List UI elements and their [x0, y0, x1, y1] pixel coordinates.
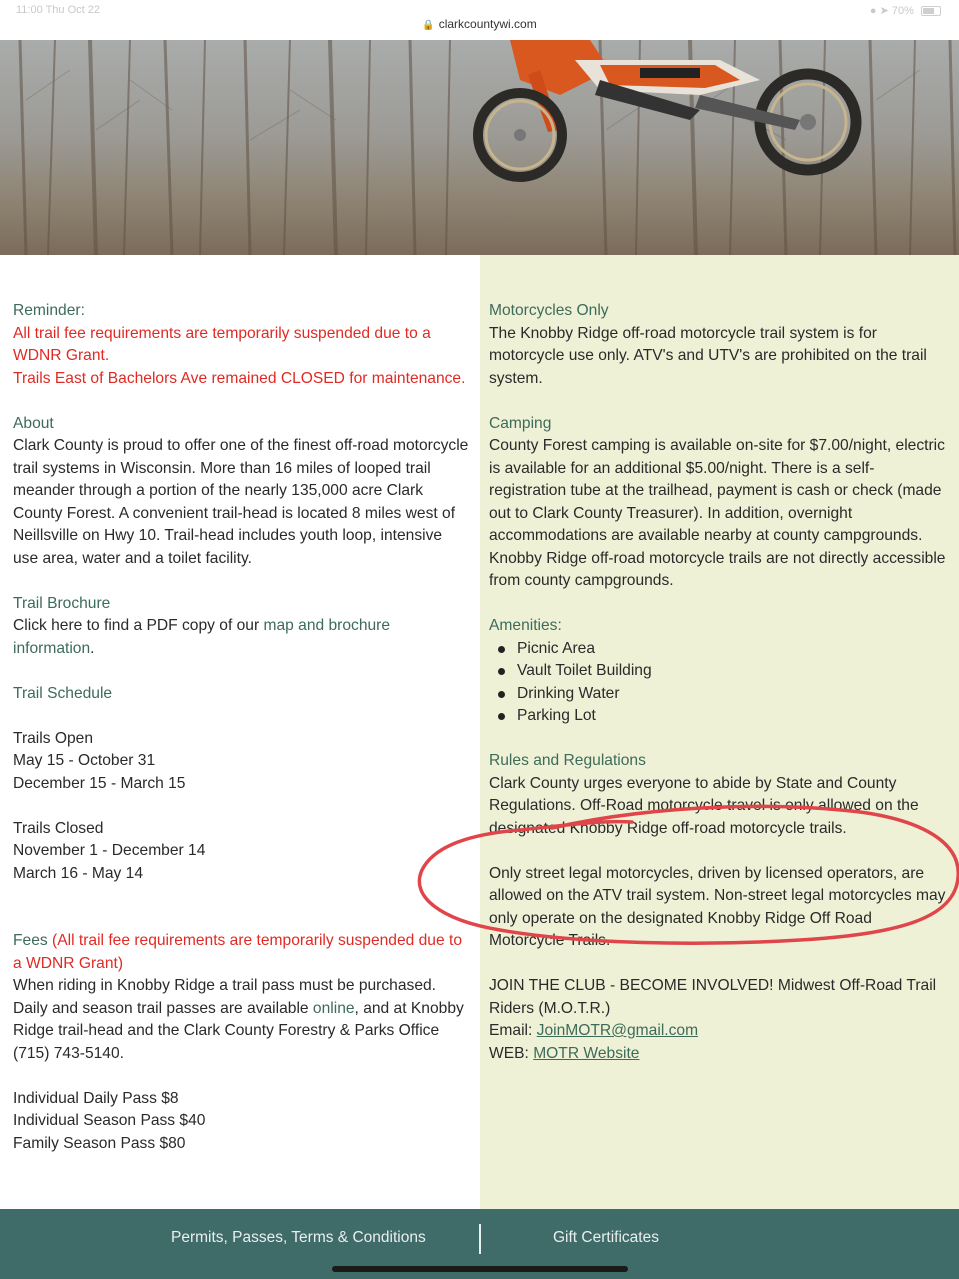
brochure-suffix: . — [90, 639, 95, 657]
hero-illustration — [0, 40, 959, 255]
fees-heading: Fees — [13, 932, 48, 949]
amenity-item: Drinking Water — [517, 683, 949, 706]
reminder-heading: Reminder: — [13, 302, 85, 319]
battery-percent: 70% — [891, 5, 914, 17]
email-link[interactable]: JoinMOTR@gmail.com — [536, 1022, 699, 1039]
brochure-heading: Trail Brochure — [13, 594, 111, 612]
amenities-list — [489, 638, 949, 728]
camping-text: County Forest camping is available on-site for $7.00/night, electric is available for an additional $5.00/night. There is a self-registration tube at the trailhead, payment is cash or check (made out to Clark County Treasurer). In addition, overnight accommodations are available nearby at county campgrounds. Knobby Ridge off-road motorcycle trails are not directly accessible from county campgrounds. — [489, 437, 946, 589]
home-indicator[interactable] — [332, 1266, 628, 1272]
gift-certificates-link[interactable]: Gift Certificates — [553, 1229, 659, 1246]
lock-icon: 🔒 — [422, 20, 435, 31]
about-text: Clark County is proud to offer one of the finest off-road motorcycle trail systems in Wisconsin. More than 16 miles of looped trail meander through a portion of the nearly 135,000 acre Clark County Forest. A convenient trail-head is located 8 miles west of Neillsville on Hwy 10. Trail-head includes youth loop, intensive use area, water and a toilet facility. — [13, 437, 469, 567]
motorcycle-graphic — [478, 40, 856, 177]
address-url: clarkcountywi.com — [438, 17, 537, 31]
hero-motocross-photo — [0, 40, 959, 255]
about-heading: About — [13, 414, 54, 432]
left-column — [0, 255, 480, 1209]
amenities-heading: Amenities: — [489, 617, 562, 634]
motorcycles-heading: Motorcycles Only — [489, 302, 609, 319]
right-column — [480, 255, 959, 1209]
closed-date-range: November 1 - December 14 — [13, 842, 206, 859]
battery-icon — [921, 6, 941, 16]
motorcycles-text: The Knobby Ridge off-road motorcycle trail system is for motorcycle use only. ATV's and UTV's are prohibited on the trail system. — [489, 324, 927, 387]
brochure-prefix: Click here to find a PDF copy of our — [13, 617, 264, 634]
permits-passes-link[interactable]: Permits, Passes, Terms & Conditions — [171, 1229, 426, 1246]
fees-text — [13, 975, 471, 1065]
amenity-item: Vault Toilet Building — [517, 660, 949, 683]
address-bar[interactable] — [0, 17, 959, 31]
rules-text: Clark County urges everyone to abide by State and County Regulations. Off-Road motorcycle travel is only allowed on the designated Knobby Ridge off-road motorcycle trails. — [489, 774, 919, 837]
footer-bar — [0, 1209, 959, 1271]
open-date-range: December 15 - March 15 — [13, 774, 186, 792]
fees-text-after: , and at Knobby Ridge trail-head and the Clark County Forestry & Parks Office (715) 743-5140. — [13, 999, 464, 1062]
motr-website-link[interactable]: MOTR Website — [533, 1044, 640, 1062]
bottom-bar — [0, 1271, 959, 1279]
street-legal-text: Only street legal motorcycles, driven by licensed operators, are allowed on the ATV trail system. Non-street legal motorcycles may only operate on the designated Knobby Ridge Off Road Motorcycle Trails. — [489, 864, 946, 949]
location-icon: ➤ — [879, 5, 889, 17]
footer-divider — [479, 1224, 481, 1254]
fees-heading-line — [13, 930, 471, 975]
browser-status-bar — [0, 0, 959, 40]
amenity-item: Parking Lot — [517, 705, 949, 728]
pass-price: Family Season Pass $80 — [13, 1134, 186, 1152]
email-line — [489, 1020, 949, 1043]
rules-heading: Rules and Regulations — [489, 752, 646, 769]
system-indicators — [870, 4, 941, 17]
reminder-closure-notice: Trails East of Bachelors Ave remained CLOSED for maintenance. — [13, 369, 466, 387]
status-time: 11:00 Thu Oct 22 — [16, 4, 100, 16]
brochure-link[interactable]: map and brochure information — [13, 617, 391, 657]
amenity-item: Picnic Area — [517, 638, 949, 661]
open-date-range: May 15 - October 31 — [13, 752, 156, 769]
web-line — [489, 1043, 949, 1066]
fees-text-before: When riding in Knobby Ridge a trail pass must be purchased. Daily and season trail passes are available — [13, 977, 436, 1017]
camping-heading: Camping — [489, 414, 552, 432]
trails-closed-label: Trails Closed — [13, 819, 104, 837]
web-label: WEB: — [489, 1044, 534, 1062]
trails-open-label: Trails Open — [13, 729, 94, 747]
schedule-heading: Trail Schedule — [13, 684, 113, 702]
club-text: JOIN THE CLUB - BECOME INVOLVED! Midwest Off-Road Trail Riders (M.O.T.R.) — [489, 977, 937, 1017]
brochure-text — [13, 615, 471, 660]
wifi-icon: ● — [869, 5, 877, 17]
reminder-fee-notice: All trail fee requirements are temporarily suspended due to a WDNR Grant. — [13, 324, 431, 364]
pass-price: Individual Daily Pass $8 — [13, 1089, 179, 1107]
closed-date-range: March 16 - May 14 — [13, 864, 143, 882]
email-label: Email: — [489, 1022, 537, 1039]
pass-price: Individual Season Pass $40 — [13, 1112, 206, 1129]
fees-suspension-note: (All trail fee requirements are temporarily suspended due to a WDNR Grant) — [13, 932, 462, 972]
fees-online-link[interactable]: online — [312, 999, 355, 1017]
